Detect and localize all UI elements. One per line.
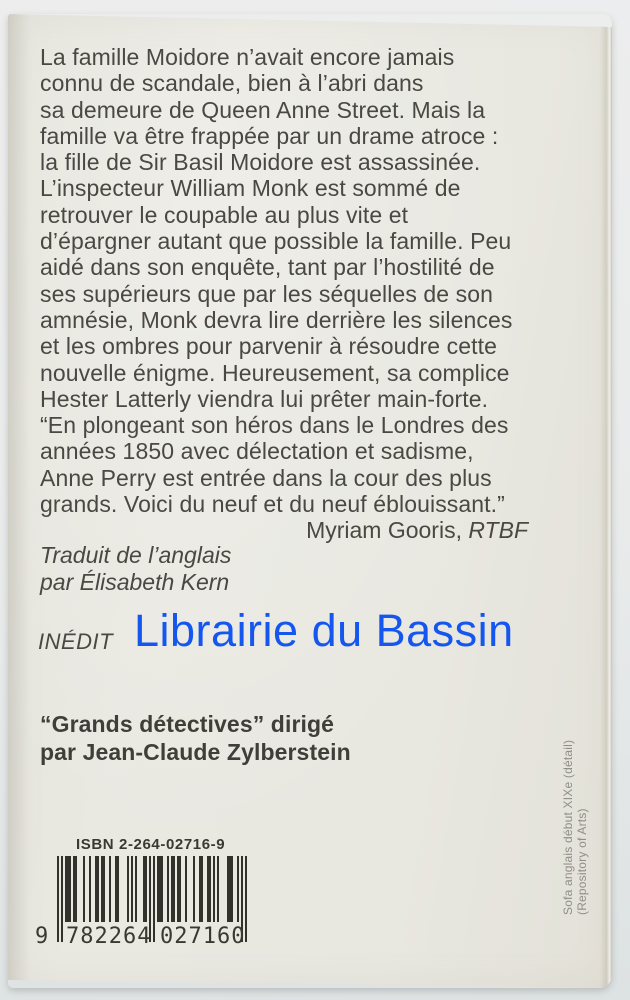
- collection-line-1: “Grands détectives” dirigé: [40, 711, 335, 737]
- translator-note: [40, 542, 231, 595]
- blurb-line: sa demeure de Queen Anne Street. Mais la: [40, 96, 486, 123]
- blurb-line: “En plongeant son héros dans le Londres des: [40, 412, 509, 439]
- blurb-line: et les ombres pour parvenir à résoudre cette: [40, 333, 497, 360]
- blurb-line: La famille Moidore n’avait encore jamais: [40, 44, 455, 70]
- blurb-line: aidé dans son enquête, tant par l’hostilité de: [40, 254, 495, 281]
- barcode-bar: [131, 856, 133, 922]
- blurb-line: ses supérieurs que par les séquelles de son: [40, 280, 494, 307]
- blurb-line: famille va être frappée par un drame atroce :: [40, 122, 499, 149]
- barcode-bar: [103, 856, 105, 922]
- barcode-bar: [179, 856, 181, 922]
- cover-photo-credit: [562, 685, 590, 915]
- barcode-bar: [127, 856, 129, 922]
- barcode-left-digits: 782264: [66, 924, 152, 949]
- barcode-bar: [75, 856, 77, 922]
- book-cover: [8, 14, 612, 988]
- barcode-bar: [117, 856, 119, 922]
- collection-line-2: par Jean-Claude Zylberstein: [40, 738, 351, 765]
- barcode-bar: [61, 856, 63, 942]
- barcode-bar: [193, 856, 195, 922]
- barcode-bar: [173, 856, 175, 922]
- blurb-line: L’inspecteur William Monk est sommé de: [40, 175, 461, 202]
- barcode-bar: [217, 856, 219, 922]
- barcode-bar: [135, 856, 137, 922]
- blurb-line: années 1850 avec délectation et sadisme,: [40, 438, 474, 465]
- barcode-bar: [83, 856, 85, 922]
- blurb-line: nouvelle énigme. Heureusement, sa complice: [40, 359, 510, 386]
- blurb-line: amnésie, Monk devra lire derrière les silences: [40, 306, 513, 333]
- barcode-bar: [161, 856, 163, 922]
- barcode-bar: [213, 856, 215, 922]
- blurb-line: d’épargner autant que possible la famille. Peu: [40, 228, 512, 255]
- barcode-bar: [209, 856, 211, 922]
- barcode-bar: [237, 856, 239, 922]
- ean13-barcode: [35, 856, 247, 958]
- barcode-bar: [109, 856, 111, 922]
- translator-line-2: par Élisabeth Kern: [40, 568, 230, 595]
- barcode-bar: [153, 856, 155, 942]
- barcode-bar: [69, 856, 71, 922]
- barcode-bar: [97, 856, 99, 922]
- translator-line-1: Traduit de l’anglais: [40, 542, 232, 568]
- cover-bottom-edge: [8, 980, 612, 988]
- photo-credit-line-2: (Repository of Arts): [574, 808, 589, 915]
- inedit-label: INÉDIT: [38, 629, 114, 654]
- barcode-bar: [231, 856, 233, 922]
- barcode-bar: [89, 856, 91, 922]
- cover-left-shadow: [8, 14, 30, 988]
- cover-top-edge: [8, 14, 612, 27]
- blurb-line: Anne Perry est entrée dans la cour des plus: [40, 464, 492, 491]
- blurb-line: retrouver le coupable au plus vite et: [40, 201, 409, 228]
- attribution-source: RTBF: [468, 517, 528, 543]
- quote-attribution: [40, 517, 550, 544]
- attribution-name: Myriam Gooris,: [306, 517, 469, 543]
- barcode-bar: [145, 856, 147, 922]
- isbn-label: ISBN 2-264-02716-9: [76, 836, 226, 853]
- blurb-line: Hester Latterly viendra lui prêter main-forte.: [40, 385, 489, 412]
- barcode-bar: [167, 856, 169, 922]
- blurb-line: connu de scandale, bien à l’abri dans: [40, 70, 424, 97]
- barcode-first-digit: 9: [35, 924, 50, 949]
- barcode-right-digits: 027160: [160, 924, 246, 949]
- blurb-line: la fille de Sir Basil Moidore est assassinée.: [40, 149, 481, 176]
- barcode-bar: [57, 856, 59, 942]
- photo-credit-line-1: Sofa anglais début XIXe (détail): [561, 739, 575, 915]
- watermark-text: Librairie du Bassin: [134, 605, 514, 656]
- cover-right-page-edge: [600, 14, 612, 988]
- collection-note: [40, 711, 351, 766]
- back-cover-blurb: [40, 44, 568, 517]
- blurb-line: grands. Voici du neuf et du neuf éblouissant.”: [40, 491, 505, 518]
- barcode-bar: [185, 856, 187, 922]
- barcode-bar: [201, 856, 203, 922]
